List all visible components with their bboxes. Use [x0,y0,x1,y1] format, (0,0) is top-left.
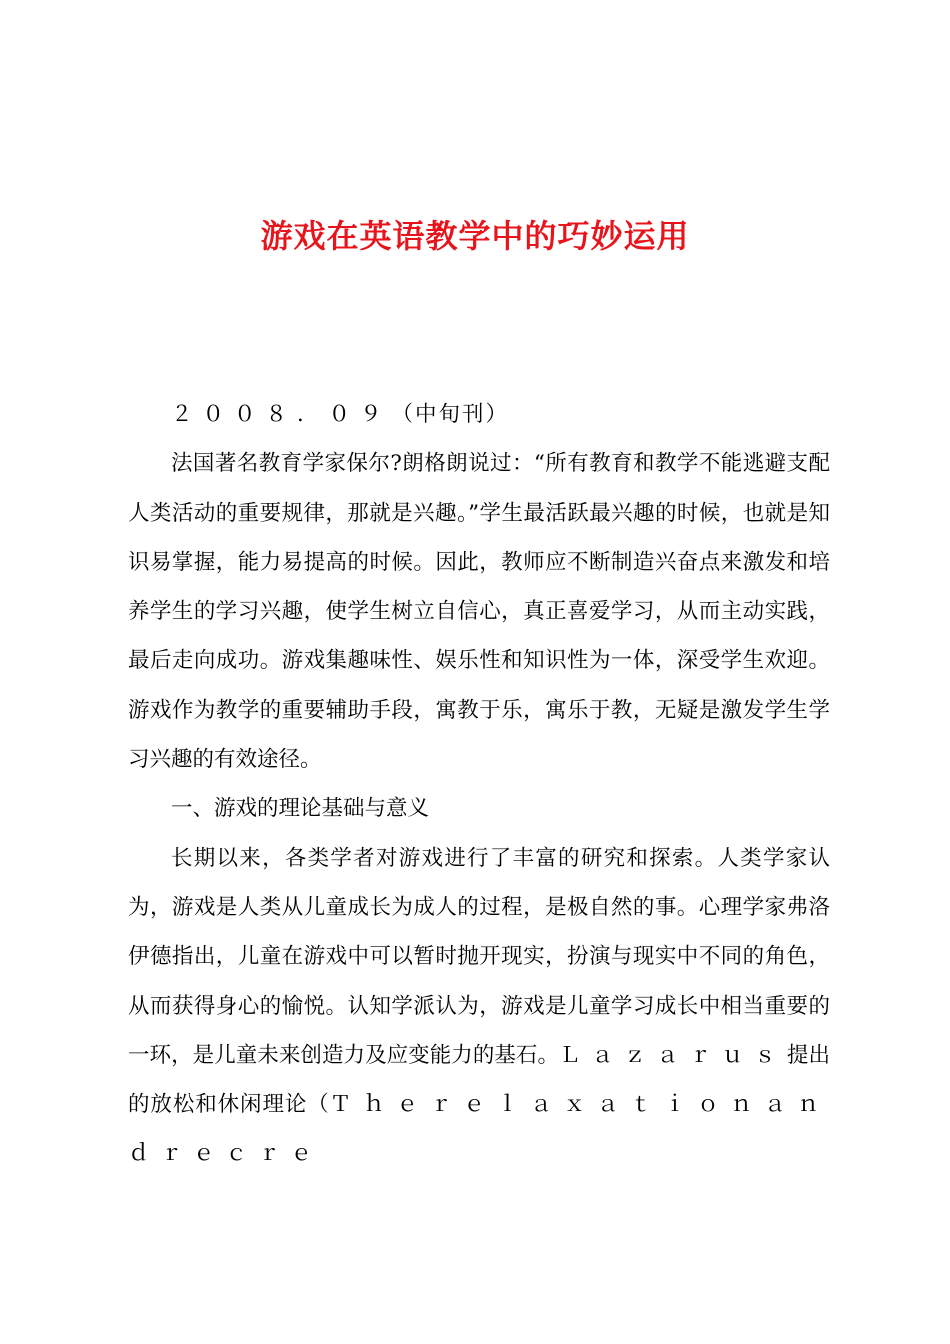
document-body [128,390,830,1179]
intro-paragraph: 法国著名教育学家保尔?朗格朗说过：“所有教育和教学不能逃避支配人类活动的重要规律，那就是兴趣。”学生最活跃最兴趣的时候，也就是知识易掌握，能力易提高的时候。因此，教师应不断制造兴奋点来激发和培养学生的学习兴趣，使学生树立自信心，真正喜爱学习，从而主动实践，最后走向成功。游戏集趣味性、娱乐性和知识性为一体，深受学生欢迎。游戏作为教学的重要辅助手段，寓教于乐，寓乐于教，无疑是激发学生学习兴趣的有效途径。 [128,451,830,773]
section-paragraph-text-2: 提出的放松和休闲理论（ [128,1042,830,1118]
section-heading: 一、游戏的理论基础与意义 [171,796,430,822]
section-paragraph [128,834,830,1179]
section-paragraph-text-1: 长期以来，各类学者对游戏进行了丰富的研究和探索。人类学家认为，游戏是人类从儿童成长为成人的过程，是极自然的事。心理学家弗洛伊德指出，儿童在游戏中可以暂时抛开现实，扮演与现实中不同的角色，从而获得身心的愉悦。认知学派认为，游戏是儿童学习成长中相当重要的一环，是儿童未来创造力及应变能力的基石。 [128,845,830,1068]
latin-term: Ｔｈｅｒｅｌａｘａｔｉｏｎａｎｄｒｅｃｒｅ [128,1092,830,1167]
latin-name: Ｌａｚａｒｕｓ [559,1042,787,1068]
date-line [128,390,830,439]
document-title: 游戏在英语教学中的巧妙运用 [260,217,690,255]
issue-note: （中旬刊） [391,402,510,427]
issue-date: ２００８．０９ [171,402,392,427]
